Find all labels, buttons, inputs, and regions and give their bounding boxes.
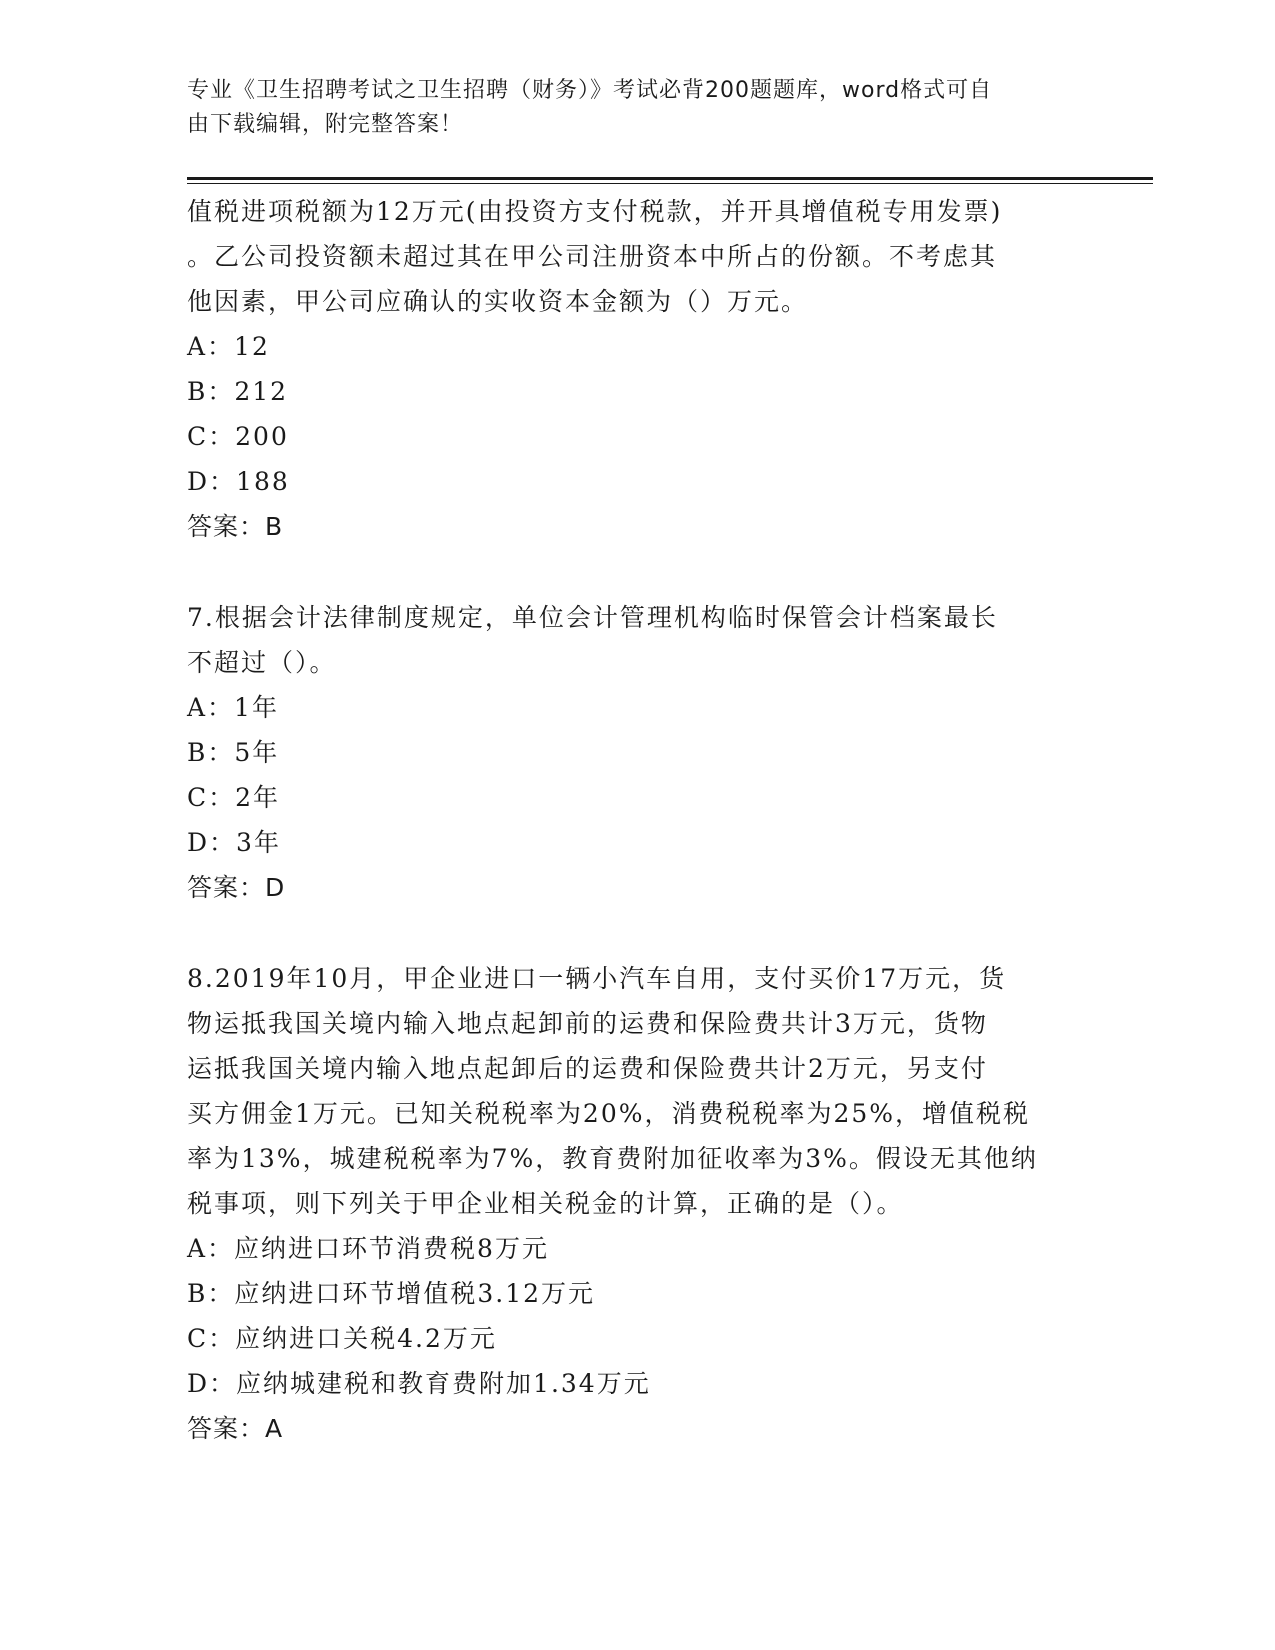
question-stem-line: 他因素，甲公司应确认的实收资本金额为（）万元。 (187, 287, 809, 316)
question-stem-line: 。乙公司投资额未超过其在甲公司注册资本中所占的份额。不考虑其 (187, 242, 998, 271)
question-stem-line: 运抵我国关境内输入地点起卸后的运费和保险费共计2万元，另支付 (187, 1054, 988, 1083)
header-rule-thick (187, 177, 1153, 180)
option-b: B：212 (187, 377, 289, 406)
header-line-1: 专业《卫生招聘考试之卫生招聘（财务）》考试必背200题题库，word格式可自 (187, 78, 993, 103)
question-stem-line: 物运抵我国关境内输入地点起卸前的运费和保险费共计3万元，货物 (187, 1009, 988, 1038)
answer-line: 答案：B (187, 512, 284, 541)
option-b: B：应纳进口环节增值税3.12万元 (187, 1279, 596, 1308)
option-a: A：12 (187, 332, 270, 361)
option-c: C：应纳进口关税4.2万元 (187, 1324, 497, 1353)
question-stem-line: 买方佣金1万元。已知关税税率为20%，消费税税率为25%，增值税税 (187, 1099, 1031, 1128)
question-stem-line: 税事项，则下列关于甲企业相关税金的计算，正确的是（）。 (187, 1189, 904, 1218)
option-d: D：应纳城建税和教育费附加1.34万元 (187, 1369, 651, 1398)
option-b: B：5年 (187, 738, 280, 767)
option-d: D：3年 (187, 828, 281, 857)
spacer (187, 910, 1087, 956)
question-8 (187, 956, 1087, 1451)
question-6 (187, 189, 1087, 549)
question-7 (187, 595, 1087, 910)
question-stem-line: 值税进项税额为12万元(由投资方支付税款，并开具增值税专用发票) (187, 197, 1003, 226)
option-a: A：应纳进口环节消费税8万元 (187, 1234, 549, 1263)
option-c: C：200 (187, 422, 289, 451)
option-a: A：1年 (187, 693, 279, 722)
question-content (187, 189, 1087, 1451)
option-d: D：188 (187, 467, 290, 496)
option-c: C：2年 (187, 783, 281, 812)
question-stem-line: 不超过（）。 (187, 648, 337, 677)
question-stem-line: 8.2019年10月，甲企业进口一辆小汽车自用，支付买价17万元，货 (187, 964, 1007, 993)
header-line-2: 由下载编辑，附完整答案！ (187, 112, 464, 137)
question-stem-line: 7.根据会计法律制度规定，单位会计管理机构临时保管会计档案最长 (187, 603, 998, 632)
answer-line: 答案：D (187, 873, 286, 902)
question-stem-line: 率为13%，城建税税率为7%，教育费附加征收率为3%。假设无其他纳 (187, 1144, 1038, 1173)
spacer (187, 549, 1087, 595)
answer-line: 答案：A (187, 1414, 284, 1443)
document-header (187, 74, 1067, 142)
header-rule-thin (187, 183, 1153, 184)
